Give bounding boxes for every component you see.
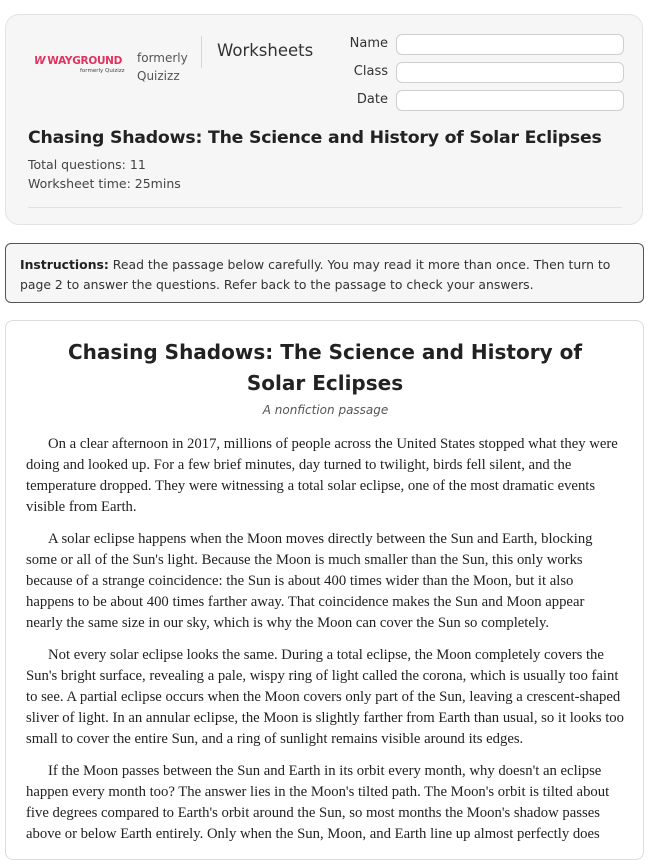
passage-paragraph: On a clear afternoon in 2017, millions of people across the United States stopped what they were doing and looked up. For a few brief minutes, day turned to twilight, birds fell silent, and the temperature dropped. They were witnessing a total solar eclipse, one of the most dramatic events visible from Earth. bbox=[26, 436, 618, 515]
logo-mark-icon: W bbox=[34, 55, 46, 67]
class-field[interactable] bbox=[396, 62, 624, 83]
date-field[interactable] bbox=[396, 90, 624, 111]
passage-paragraph: A solar eclipse happens when the Moon moves directly between the Sun and Earth, blocking some or all of the Sun's light. Because the Moon is much smaller than the Sun, this only works because of a strange coincidence: the Sun is about 400 times wider than the Moon, but it also happens to be about 400 times farther away. That coincidence makes the Sun and Moon appear nearly the same size in our sky, which is why the Moon can cover the Sun so completely. bbox=[26, 531, 593, 631]
date-label: Date bbox=[356, 92, 388, 107]
class-row bbox=[336, 62, 628, 84]
wayground-logo bbox=[34, 55, 126, 79]
class-label: Class bbox=[353, 64, 388, 79]
worksheet-title: Chasing Shadows: The Science and History of Solar Eclipses bbox=[28, 128, 602, 148]
instructions-label: Instructions: bbox=[20, 257, 109, 272]
header-bottom-divider bbox=[28, 207, 622, 208]
section-label: Worksheets bbox=[217, 41, 314, 60]
passage-title: Chasing Shadows: The Science and History of Solar Eclipses bbox=[67, 340, 583, 395]
date-row bbox=[336, 90, 628, 112]
name-row bbox=[336, 34, 628, 56]
passage-card bbox=[5, 320, 644, 860]
passage-paragraph: If the Moon passes between the Sun and Earth in its orbit every month, why doesn't an eclipse happen every month too? The answer lies in the Moon's tilted path. The Moon's orbit is tilted about five degrees compared to Earth's orbit around the Sun, so most months the Moon's shadow passes above or below Earth entirely. Only when the Sun, Moon, and Earth line up almost perfectly does bbox=[26, 763, 610, 842]
name-label: Name bbox=[349, 36, 388, 51]
passage-body bbox=[26, 434, 624, 856]
passage-paragraph: Not every solar eclipse looks the same. During a total eclipse, the Moon completely covers the Sun's bright surface, revealing a pale, wispy ring of light called the corona, which is usually too faint to see. A partial eclipse occurs when the Moon covers only part of the Sun, leaving a crescent-shaped sliver of light. In an annular eclipse, the Moon is slightly farther from Earth than usual, so it looks too small to cover the entire Sun, and a ring of sunlight remains visible around its edges. bbox=[26, 647, 624, 747]
instructions-text: Read the passage below carefully. You may read it more than once. Then turn to page 2 to answer the questions. Refer back to the passage to check your answers. bbox=[20, 257, 611, 292]
header-divider bbox=[201, 36, 202, 68]
passage-subtitle: A nonfiction passage bbox=[262, 403, 389, 417]
logo-subtext: formerly Quizizz bbox=[80, 68, 125, 74]
name-field[interactable] bbox=[396, 34, 624, 55]
worksheet-header bbox=[5, 14, 643, 225]
total-questions: Total questions: 11 bbox=[28, 157, 146, 172]
formerly-quizizz-text: formerly Quizizz bbox=[137, 51, 188, 83]
worksheet-time: Worksheet time: 25mins bbox=[28, 176, 181, 191]
instructions-box bbox=[5, 243, 644, 303]
logo-text: WAYGROUND bbox=[47, 55, 123, 67]
